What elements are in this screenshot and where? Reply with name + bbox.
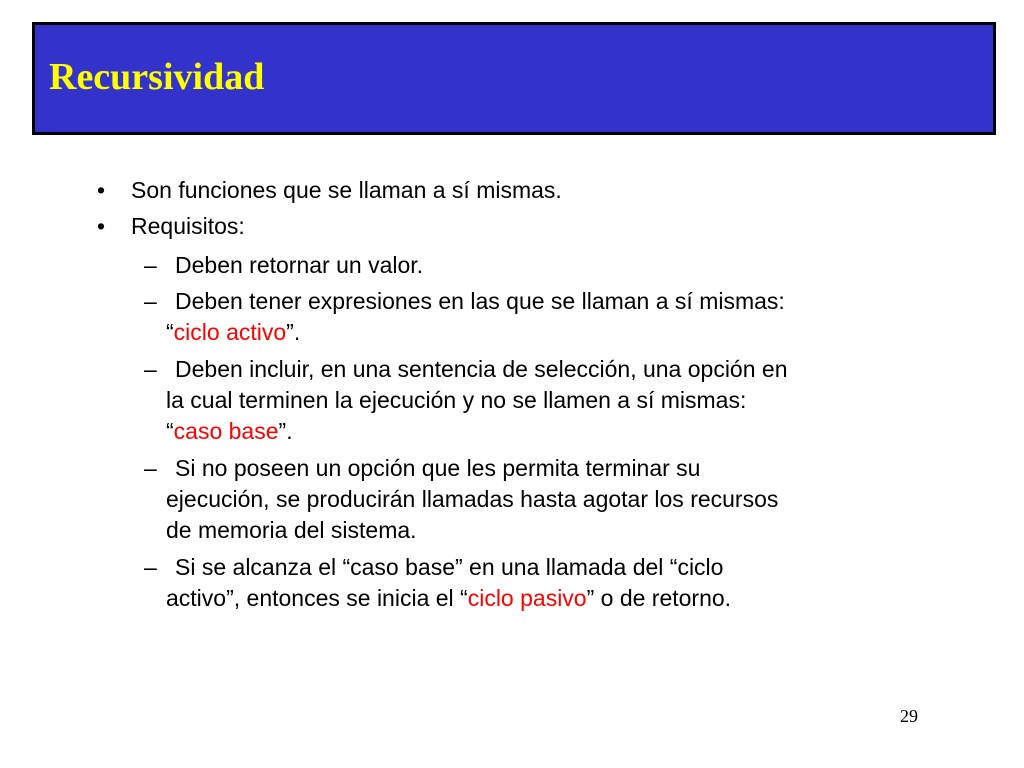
- sub-item-text-line2: la cual terminen la ejecución y no se llamen a sí mismas:: [166, 387, 747, 413]
- dash-marker: –: [144, 554, 157, 580]
- sub-item-text: Deben tener expresiones en las que se llaman a sí mismas:: [175, 288, 785, 314]
- title-bar: [32, 22, 996, 135]
- dash-marker: –: [144, 252, 157, 278]
- sub-item-text: Deben retornar un valor.: [175, 252, 424, 278]
- sub-item-text: Deben incluir, en una sentencia de selección, una opción en: [175, 356, 788, 382]
- page-number: 29: [900, 706, 918, 726]
- bullet-text: Son funciones que se llaman a sí mismas.: [131, 177, 562, 203]
- dash-marker: –: [144, 455, 157, 481]
- sub-item-text: Si no poseen un opción que les permita terminar su: [175, 455, 701, 481]
- bullet-marker: •: [97, 177, 106, 203]
- sub-item-text-line2: ejecución, se producirán llamadas hasta agotar los recursos: [166, 486, 779, 512]
- sub-item-text-line3: de memoria del sistema.: [166, 517, 417, 543]
- highlight-term: ciclo pasivo: [467, 585, 587, 611]
- sub-item-text-line3: “caso base”.: [166, 418, 293, 444]
- bullet-marker: •: [97, 213, 106, 239]
- dash-marker: –: [144, 356, 157, 382]
- dash-marker: –: [144, 288, 157, 314]
- sub-item-text-line2: activo”, entonces se inicia el “ciclo pasivo” o de retorno.: [166, 585, 732, 611]
- bullet-text: Requisitos:: [131, 213, 245, 239]
- slide-title: Recursividad: [49, 56, 265, 98]
- sub-item-text-line2: “ciclo activo”.: [166, 319, 301, 345]
- highlight-term: caso base: [173, 418, 279, 444]
- highlight-term: ciclo activo: [173, 319, 287, 345]
- sub-item-text: Si se alcanza el “caso base” en una llamada del “ciclo: [175, 554, 724, 580]
